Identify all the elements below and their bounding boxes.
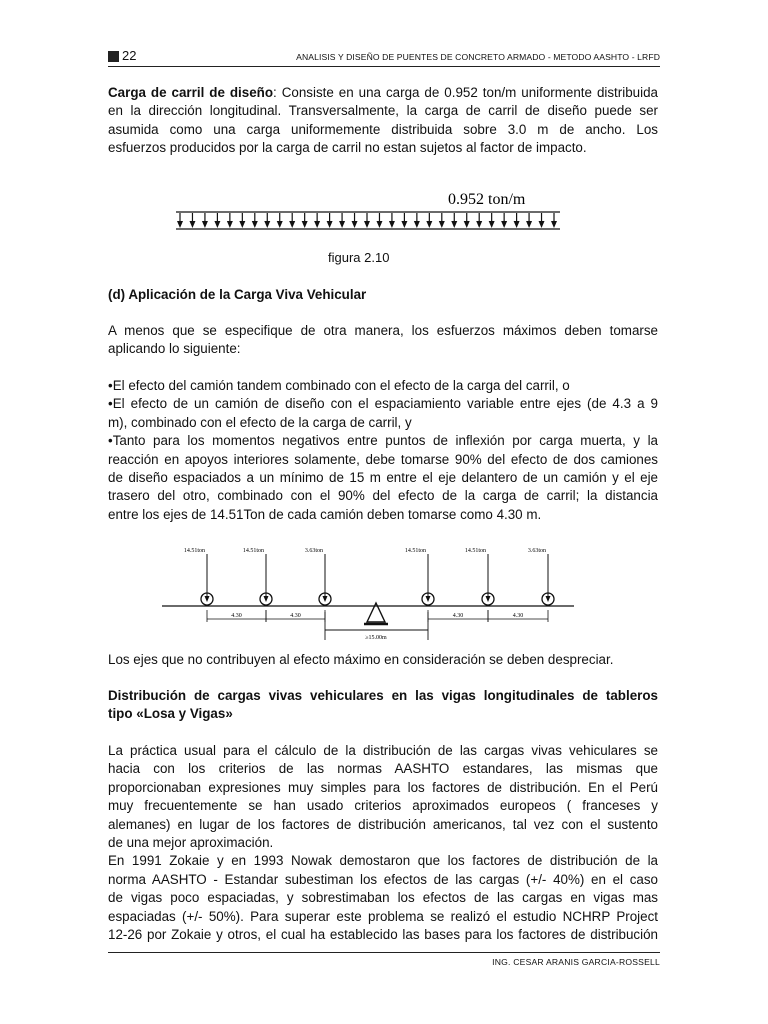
- load-arrow: [202, 213, 208, 228]
- load-arrow: [401, 213, 407, 228]
- section-dist-para1: [108, 742, 658, 944]
- text-line: de vigas poco espaciadas, y sobrestimaban los efectos de las cargas en vigas mas: [108, 890, 658, 906]
- load-arrow: [451, 213, 457, 228]
- bullet-line: reacción en apoyos interiores solamente, debe tomarse 90% del efecto de dos camiones: [108, 451, 658, 467]
- figure-caption: figura 2.10: [328, 250, 390, 265]
- text-line: A menos que se especifique de otra manera, los esfuerzos máximos deben tomarse: [108, 323, 658, 338]
- axle: [184, 548, 213, 605]
- spacing-dimension: [488, 610, 548, 622]
- min-distance-label: ≥15.00m: [365, 635, 387, 641]
- truck-axle-diagram: [160, 540, 580, 645]
- term-carga-carril: Carga de carril de diseño: [108, 85, 274, 100]
- text-line: proporcionaban expresiones muy simples para los factores de distribución. En el Perú: [108, 779, 658, 795]
- header-rule: [108, 66, 660, 67]
- text-line: de una mejor aproximación.: [108, 835, 274, 851]
- axle: [305, 548, 331, 605]
- bullet-line: m), combinado con el efecto de la carga de carril, y: [108, 414, 412, 430]
- load-arrow: [489, 213, 495, 228]
- bullet-line: •El efecto del camión tandem combinado con el efecto de la carga del carril, o: [108, 378, 570, 393]
- axles: [184, 548, 554, 622]
- axle-load-label: 14.51ton: [183, 548, 205, 554]
- bullet-line: trasero del otro, combinado con el 90% del efecto de la carga de carril; la distancia: [108, 488, 658, 504]
- text-line: asumida como una carga uniformemente distribuida sobre 3.0 m de ancho. Los: [108, 121, 658, 137]
- load-arrow: [364, 213, 370, 228]
- heading-line: tipo «Losa y Vigas»: [108, 706, 233, 722]
- load-arrow: [314, 213, 320, 228]
- load-arrow: [389, 213, 395, 228]
- spacing-label: 4.30: [452, 613, 464, 619]
- load-label: 0.952 ton/m: [448, 191, 526, 208]
- header-title: ANALISIS Y DISEÑO DE PUENTES DE CONCRETO ARMADO - METODO AASHTO - LRFD: [296, 52, 660, 62]
- load-arrow: [327, 213, 333, 228]
- axle: [405, 548, 434, 605]
- axle: [465, 548, 494, 605]
- load-arrow: [277, 213, 283, 228]
- load-arrow: [214, 213, 220, 228]
- text-line: norma AASHTO - Estandar subestiman los efectos de las cargas (+/- 40%) en el caso: [108, 871, 658, 887]
- spacing-dimension: [207, 610, 266, 622]
- heading-line: Distribución de cargas vivas vehiculares en las vigas longitudinales de tableros: [108, 688, 658, 703]
- load-arrow: [376, 213, 382, 228]
- load-arrow: [526, 213, 532, 228]
- load-arrow: [476, 213, 482, 228]
- section-d-intro: [108, 322, 658, 359]
- load-arrow: [339, 213, 345, 228]
- spacing-label: 4.30: [290, 613, 301, 619]
- load-arrow: [239, 213, 245, 228]
- section-d-heading: (d) Aplicación de la Carga Viva Vehicular: [108, 287, 367, 302]
- load-arrow: [189, 213, 195, 228]
- load-arrow: [439, 213, 445, 228]
- bullet-line: de diseño espaciados a un mínimo de 15 m entre el eje delantero de un camión y el eje: [108, 470, 658, 486]
- section-d-bullets: [108, 377, 658, 524]
- load-arrow: [289, 213, 295, 228]
- axle: [243, 548, 272, 605]
- load-arrows: [177, 213, 557, 228]
- text-line: hacia con los criterios de las normas AASHTO estandares, las mismas que: [108, 761, 658, 777]
- text-line: en la dirección longitudinal. Transversalmente, la carga de carril de diseño puede ser: [108, 103, 658, 119]
- footer-rule: [108, 952, 660, 953]
- load-arrow: [514, 213, 520, 228]
- bullet-line: entre los ejes de 14.51Ton de cada camión deben tomarse como 4.30 m.: [108, 506, 542, 522]
- load-arrow: [352, 213, 358, 228]
- text-line: La práctica usual para el cálculo de la distribución de las cargas vivas vehiculares se: [108, 743, 658, 758]
- text-line: muy frecuentemente se han usado criterios aproximados europeos ( franceses y: [108, 798, 658, 814]
- text-line: En 1991 Zokaie y en 1993 Nowak demostaron que los factores de distribución de la: [108, 853, 658, 869]
- load-arrow: [302, 213, 308, 228]
- text-line: espaciadas (+/- 50%). Para superar este problema se realizó el estudio NCHRP Project: [108, 908, 658, 924]
- page-number: 22: [122, 48, 137, 63]
- load-arrow: [464, 213, 470, 228]
- axle-load-label: 3.63ton: [527, 548, 546, 554]
- header-square-icon: [108, 51, 119, 62]
- bullet-line: •El efecto de un camión de diseño con el espaciamiento variable entre ejes (de 4.3 a 9: [108, 396, 658, 412]
- load-arrow: [426, 213, 432, 228]
- load-arrow: [414, 213, 420, 228]
- axle-load-label: 14.51ton: [404, 548, 426, 554]
- paragraph-carga-carril: [108, 84, 658, 158]
- spacing-label: 4.30: [231, 613, 242, 619]
- text-line: 12-26 por Zokaie y otros, el cual ha establecido las bases para los factores de distribución: [108, 927, 658, 943]
- page-header: [108, 47, 660, 67]
- load-arrow: [539, 213, 545, 228]
- spacing-dimension: [428, 610, 488, 622]
- figure-uniform-load: [170, 186, 570, 236]
- load-arrow: [501, 213, 507, 228]
- text-line: Carga de carril de diseño: Consiste en una carga de 0.952 ton/m uniformente distribuida: [108, 85, 658, 100]
- axle-load-label: 3.63ton: [304, 548, 323, 554]
- axle-load-label: 14.51ton: [464, 548, 486, 554]
- section-dist-heading: [108, 687, 658, 724]
- footer-author: ING. CESAR ARANIS GARCIA-ROSSELL: [492, 957, 660, 967]
- spacing-dimension: [266, 610, 325, 622]
- load-arrow: [551, 213, 557, 228]
- spacing-label: 4.30: [512, 613, 524, 619]
- text-line: alemanes) en lugar de los factores de distribución americanos, tal vez con el sustento: [108, 816, 658, 832]
- bullet-line: •Tanto para los momentos negativos entre puntos de inflexión por carga muerta, y la: [108, 433, 658, 449]
- text-line: aplicando lo siguiente:: [108, 341, 241, 357]
- load-arrow: [252, 213, 258, 228]
- load-arrow: [227, 213, 233, 228]
- axle-load-label: 14.51ton: [242, 548, 264, 554]
- axle: [528, 548, 554, 605]
- load-arrow: [177, 213, 183, 228]
- text-line: esfuerzos producidos por la carga de carril no estan sujetos al factor de impacto.: [108, 140, 587, 156]
- load-arrow: [264, 213, 270, 228]
- after-diagram-text: Los ejes que no contribuyen al efecto máximo en consideración se deben despreciar.: [108, 652, 614, 667]
